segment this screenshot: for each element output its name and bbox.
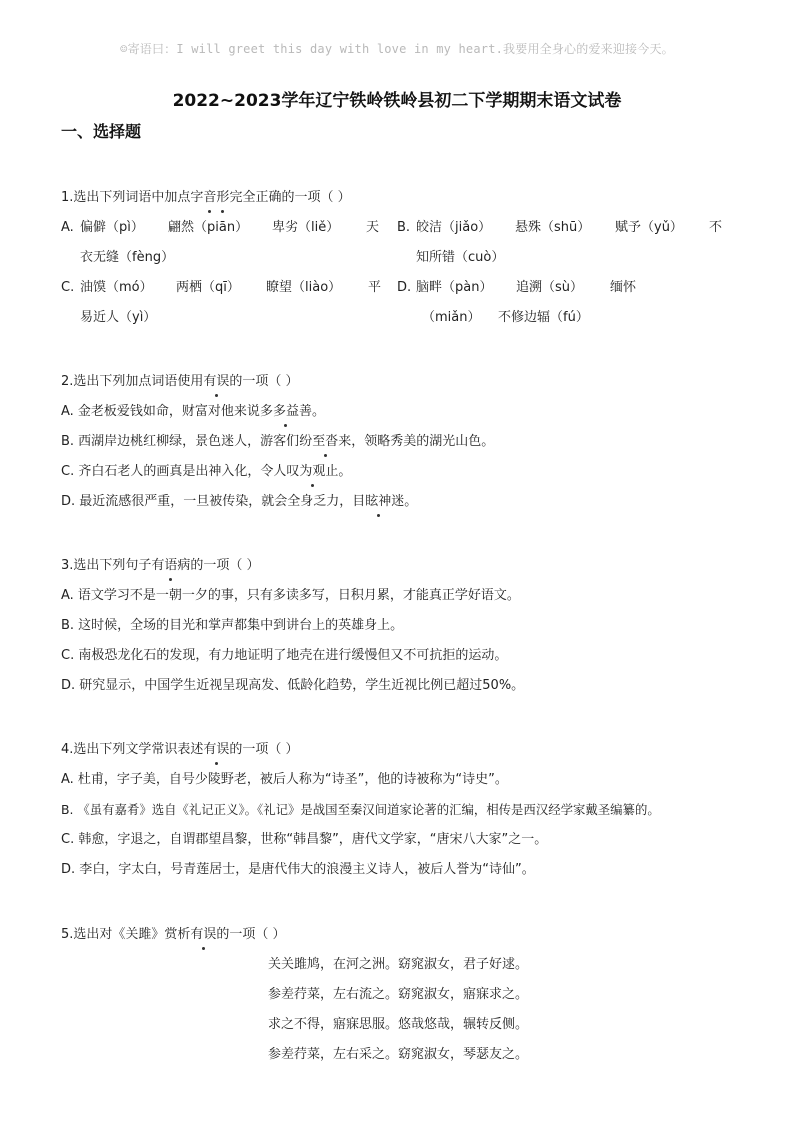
poem-line: 参差荇菜，左右流之。窈窕淑女，寤寐求之。 (268, 987, 529, 1002)
q4-option-d[interactable]: D. 李白，字太白，号青莲居士，是唐代伟大的浪漫主义诗人，被后人誉为“诗仙”。 (61, 862, 535, 877)
q1-option-d-word-3-end: （miǎn） (422, 310, 481, 325)
q1-option-c-word-1: 油馍（mó） (80, 280, 153, 295)
q1-option-a-word-4-end: 衣无缝（fèng） (80, 250, 175, 265)
q1-option-b-word-4-end: 知所错（cuò） (416, 250, 505, 265)
q4-option-a[interactable]: A. 杜甫，字子美，自号少陵野老，被后人称为“诗圣”，他的诗被称为“诗史”。 (61, 772, 508, 787)
q1-option-c-word-3: 瞭望（liào） (266, 280, 342, 295)
q4-option-b[interactable]: B. 《虽有嘉肴》选自《礼记正义》。《礼记》是战国至秦汉间道家论著的汇编，相传是西汉经学家戴圣编纂的。 (61, 802, 660, 817)
q2-option-b[interactable]: B. 西湖岸边桃红柳绿，景色迷人，游客们纷至沓来，领略秀美的湖光山色。 (61, 432, 494, 452)
poem-line: 参差荇菜，左右采之。窈窕淑女，琴瑟友之。 (268, 1047, 529, 1062)
q2-option-c[interactable]: C. 齐白石老人的画真是出神入化，令人叹为观止。 (61, 462, 351, 482)
q3-option-a[interactable]: A. 语文学习不是一朝一夕的事，只有多读多写，日积月累，才能真正学好语文。 (61, 588, 520, 603)
q1-option-c-label[interactable]: C. (61, 280, 75, 295)
poem-line: 关关雎鸠，在河之洲。窈窕淑女，君子好逑。 (268, 957, 529, 972)
question-4-stem: 4.选出下列文学常识表述有误的一项（ ） (61, 740, 299, 760)
q3-option-c[interactable]: C. 南极恐龙化石的发现，有力地证明了地壳在进行缓慢但又不可抗拒的运动。 (61, 648, 508, 663)
poem-line: 求之不得，寤寐思服。悠哉悠哉，辗转反侧。 (268, 1017, 529, 1032)
section-heading: 一、选择题 (61, 122, 142, 141)
q1-option-b-word-1: 皎洁（jiǎo） (416, 220, 492, 235)
q1-option-b-word-3: 赋予（yǔ） (615, 220, 683, 235)
q1-option-a-label[interactable]: A. (61, 220, 74, 235)
q3-option-d[interactable]: D. 研究显示，中国学生近视呈现高发、低龄化趋势，学生近视比例已超过50%。 (61, 678, 525, 693)
question-2-stem: 2.选出下列加点词语使用有误的一项（ ） (61, 372, 299, 392)
q1-option-a-word-4-start: 天 (366, 220, 380, 235)
q1-option-a-word-2: 翩然（piān） (168, 220, 249, 235)
q2-option-a[interactable]: A. 金老板爱钱如命，财富对他来说多多益善。 (61, 402, 325, 422)
watermark-motto: ☺寄语曰：I will greet this day with love in my heart.我要用全身心的爱来迎接今天。 (120, 42, 674, 56)
q1-option-a-word-3: 卑劣（liě） (272, 220, 340, 235)
q1-option-b-word-4-start: 不 (709, 220, 723, 235)
question-3-stem: 3.选出下列句子有语病的一项（ ） (61, 556, 260, 576)
question-1-stem: 1.选出下列词语中加点字音形完全正确的一项（ ） (61, 188, 351, 208)
q2-option-d[interactable]: D. 最近流感很严重，一旦被传染，就会全身乏力，目眩神迷。 (61, 492, 417, 512)
q1-option-d-word-3-start: 缅怀 (610, 280, 637, 295)
q1-option-d-word-4: 不修边辐（fú） (498, 310, 589, 325)
q1-option-d-label[interactable]: D. (397, 280, 412, 295)
q1-option-a-word-1: 偏僻（pì） (80, 220, 144, 235)
question-5-stem: 5.选出对《关雎》赏析有误的一项（ ） (61, 925, 286, 945)
q1-option-c-word-4-end: 易近人（yì） (80, 310, 157, 325)
q1-option-c-word-4-start: 平 (368, 280, 382, 295)
q1-option-d-word-2: 追溯（sù） (516, 280, 584, 295)
q1-option-b-word-2: 悬殊（shū） (515, 220, 591, 235)
q3-option-b[interactable]: B. 这时候，全场的目光和掌声都集中到讲台上的英雄身上。 (61, 618, 404, 633)
q4-option-c[interactable]: C. 韩愈，字退之，自谓郡望昌黎，世称“韩昌黎”，唐代文学家，“唐宋八大家”之一。 (61, 832, 548, 847)
q1-option-c-word-2: 两栖（qī） (176, 280, 240, 295)
page-title: 2022~2023学年辽宁铁岭铁岭县初二下学期期末语文试卷 (172, 91, 622, 111)
q1-option-b-label[interactable]: B. (397, 220, 411, 235)
q1-option-d-word-1: 脑畔（pàn） (416, 280, 493, 295)
